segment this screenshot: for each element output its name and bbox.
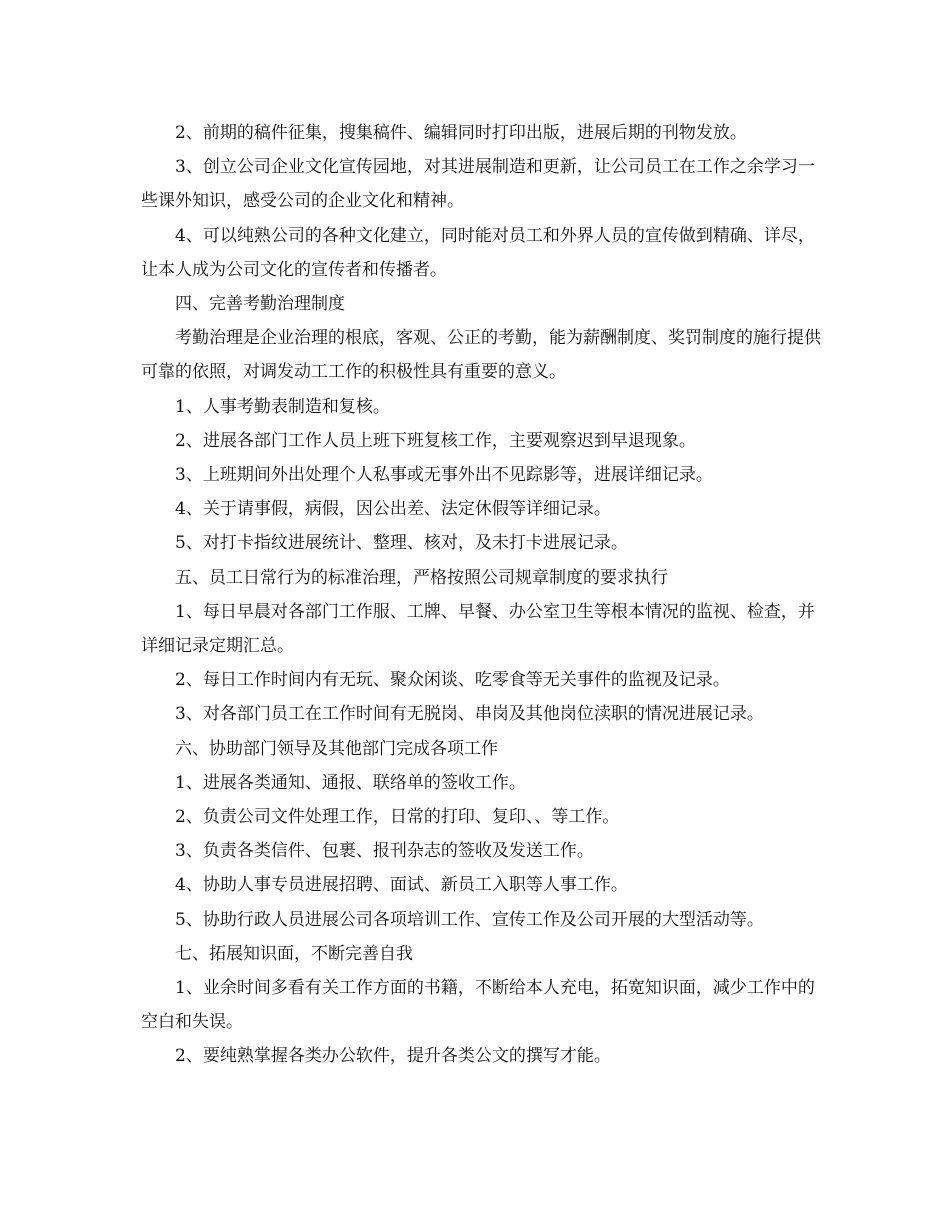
paragraph-conduct-2: 2、每日工作时间内有无玩、聚众闲谈、吃零食等无关事件的监视及记录。 <box>175 670 730 691</box>
paragraph-assist-3: 3、负责各类信件、包裹、报刊杂志的签收及发送工作。 <box>175 841 594 862</box>
paragraph-attendance-5: 5、对打卡指纹进展统计、整理、核对，及未打卡进展记录。 <box>175 533 628 554</box>
paragraph-conduct-3: 3、对各部门员工在工作时间有无脱岗、串岗及其他岗位渎职的情况进展记录。 <box>175 704 764 725</box>
paragraph-conduct-1: 1、每日早晨对各部门工作服、工牌、早餐、办公室卫生等根本情况的监视、检查，并详细记录定期汇总。 <box>141 601 815 657</box>
paragraph-promo-4: 4、可以纯熟公司的各种文化建立，同时能对员工和外界人员的宣传做到精确、详尽，让本人成为公司文化的宣传者和传播者。 <box>141 225 815 280</box>
paragraph-attendance-4: 4、关于请事假，病假，因公出差、法定休假等详细记录。 <box>175 499 611 520</box>
paragraph-attendance-3: 3、上班期间外出处理个人私事或无事外出不见踪影等，进展详细记录。 <box>175 465 713 486</box>
section-heading-assist: 六、协助部门领导及其他部门完成各项工作 <box>175 738 498 759</box>
paragraph-attendance-intro: 考勤治理是企业治理的根底，客观、公正的考勤，能为薪酬制度、奖罚制度的施行提供可靠的依照，对调发动工工作的积极性具有重要的意义。 <box>141 328 821 383</box>
paragraph-assist-1: 1、进展各类通知、通报、联络单的签收工作。 <box>175 772 526 793</box>
section-heading-knowledge: 七、拓展知识面，不断完善自我 <box>175 943 413 964</box>
paragraph-knowledge-1: 1、业余时间多看有关工作方面的书籍，不断给本人充电，拓宽知识面，减少工作中的空白和失误。 <box>141 978 815 1033</box>
section-heading-conduct: 五、员工日常行为的标准治理，严格按照公司规章制度的要求执行 <box>175 567 668 588</box>
document-body <box>141 116 821 1074</box>
paragraph-promo-2: 2、前期的稿件征集，搜集稿件、编辑同时打印出版，进展后期的刊物发放。 <box>175 123 747 143</box>
paragraph-promo-3: 3、创立公司企业文化宣传园地，对其进展制造和更新，让公司员工在工作之余学习一些课外知识，感受公司的企业文化和精神。 <box>141 157 815 212</box>
paragraph-attendance-2: 2、进展各部门工作人员上班下班复核工作，主要观察迟到早退现象。 <box>175 430 696 451</box>
paragraph-assist-2: 2、负责公司文件处理工作，日常的打印、复印、、等工作。 <box>175 807 620 828</box>
paragraph-knowledge-2: 2、要纯熟掌握各类办公软件，提升各类公文的撰写才能。 <box>175 1046 611 1067</box>
paragraph-assist-5: 5、协助行政人员进展公司各项培训工作、宣传工作及公司开展的大型活动等。 <box>175 909 764 930</box>
paragraph-assist-4: 4、协助人事专员进展招聘、面试、新员工入职等人事工作。 <box>175 875 628 896</box>
paragraph-attendance-1: 1、人事考勤表制造和复核。 <box>175 396 390 417</box>
section-heading-attendance: 四、完善考勤治理制度 <box>175 294 345 315</box>
